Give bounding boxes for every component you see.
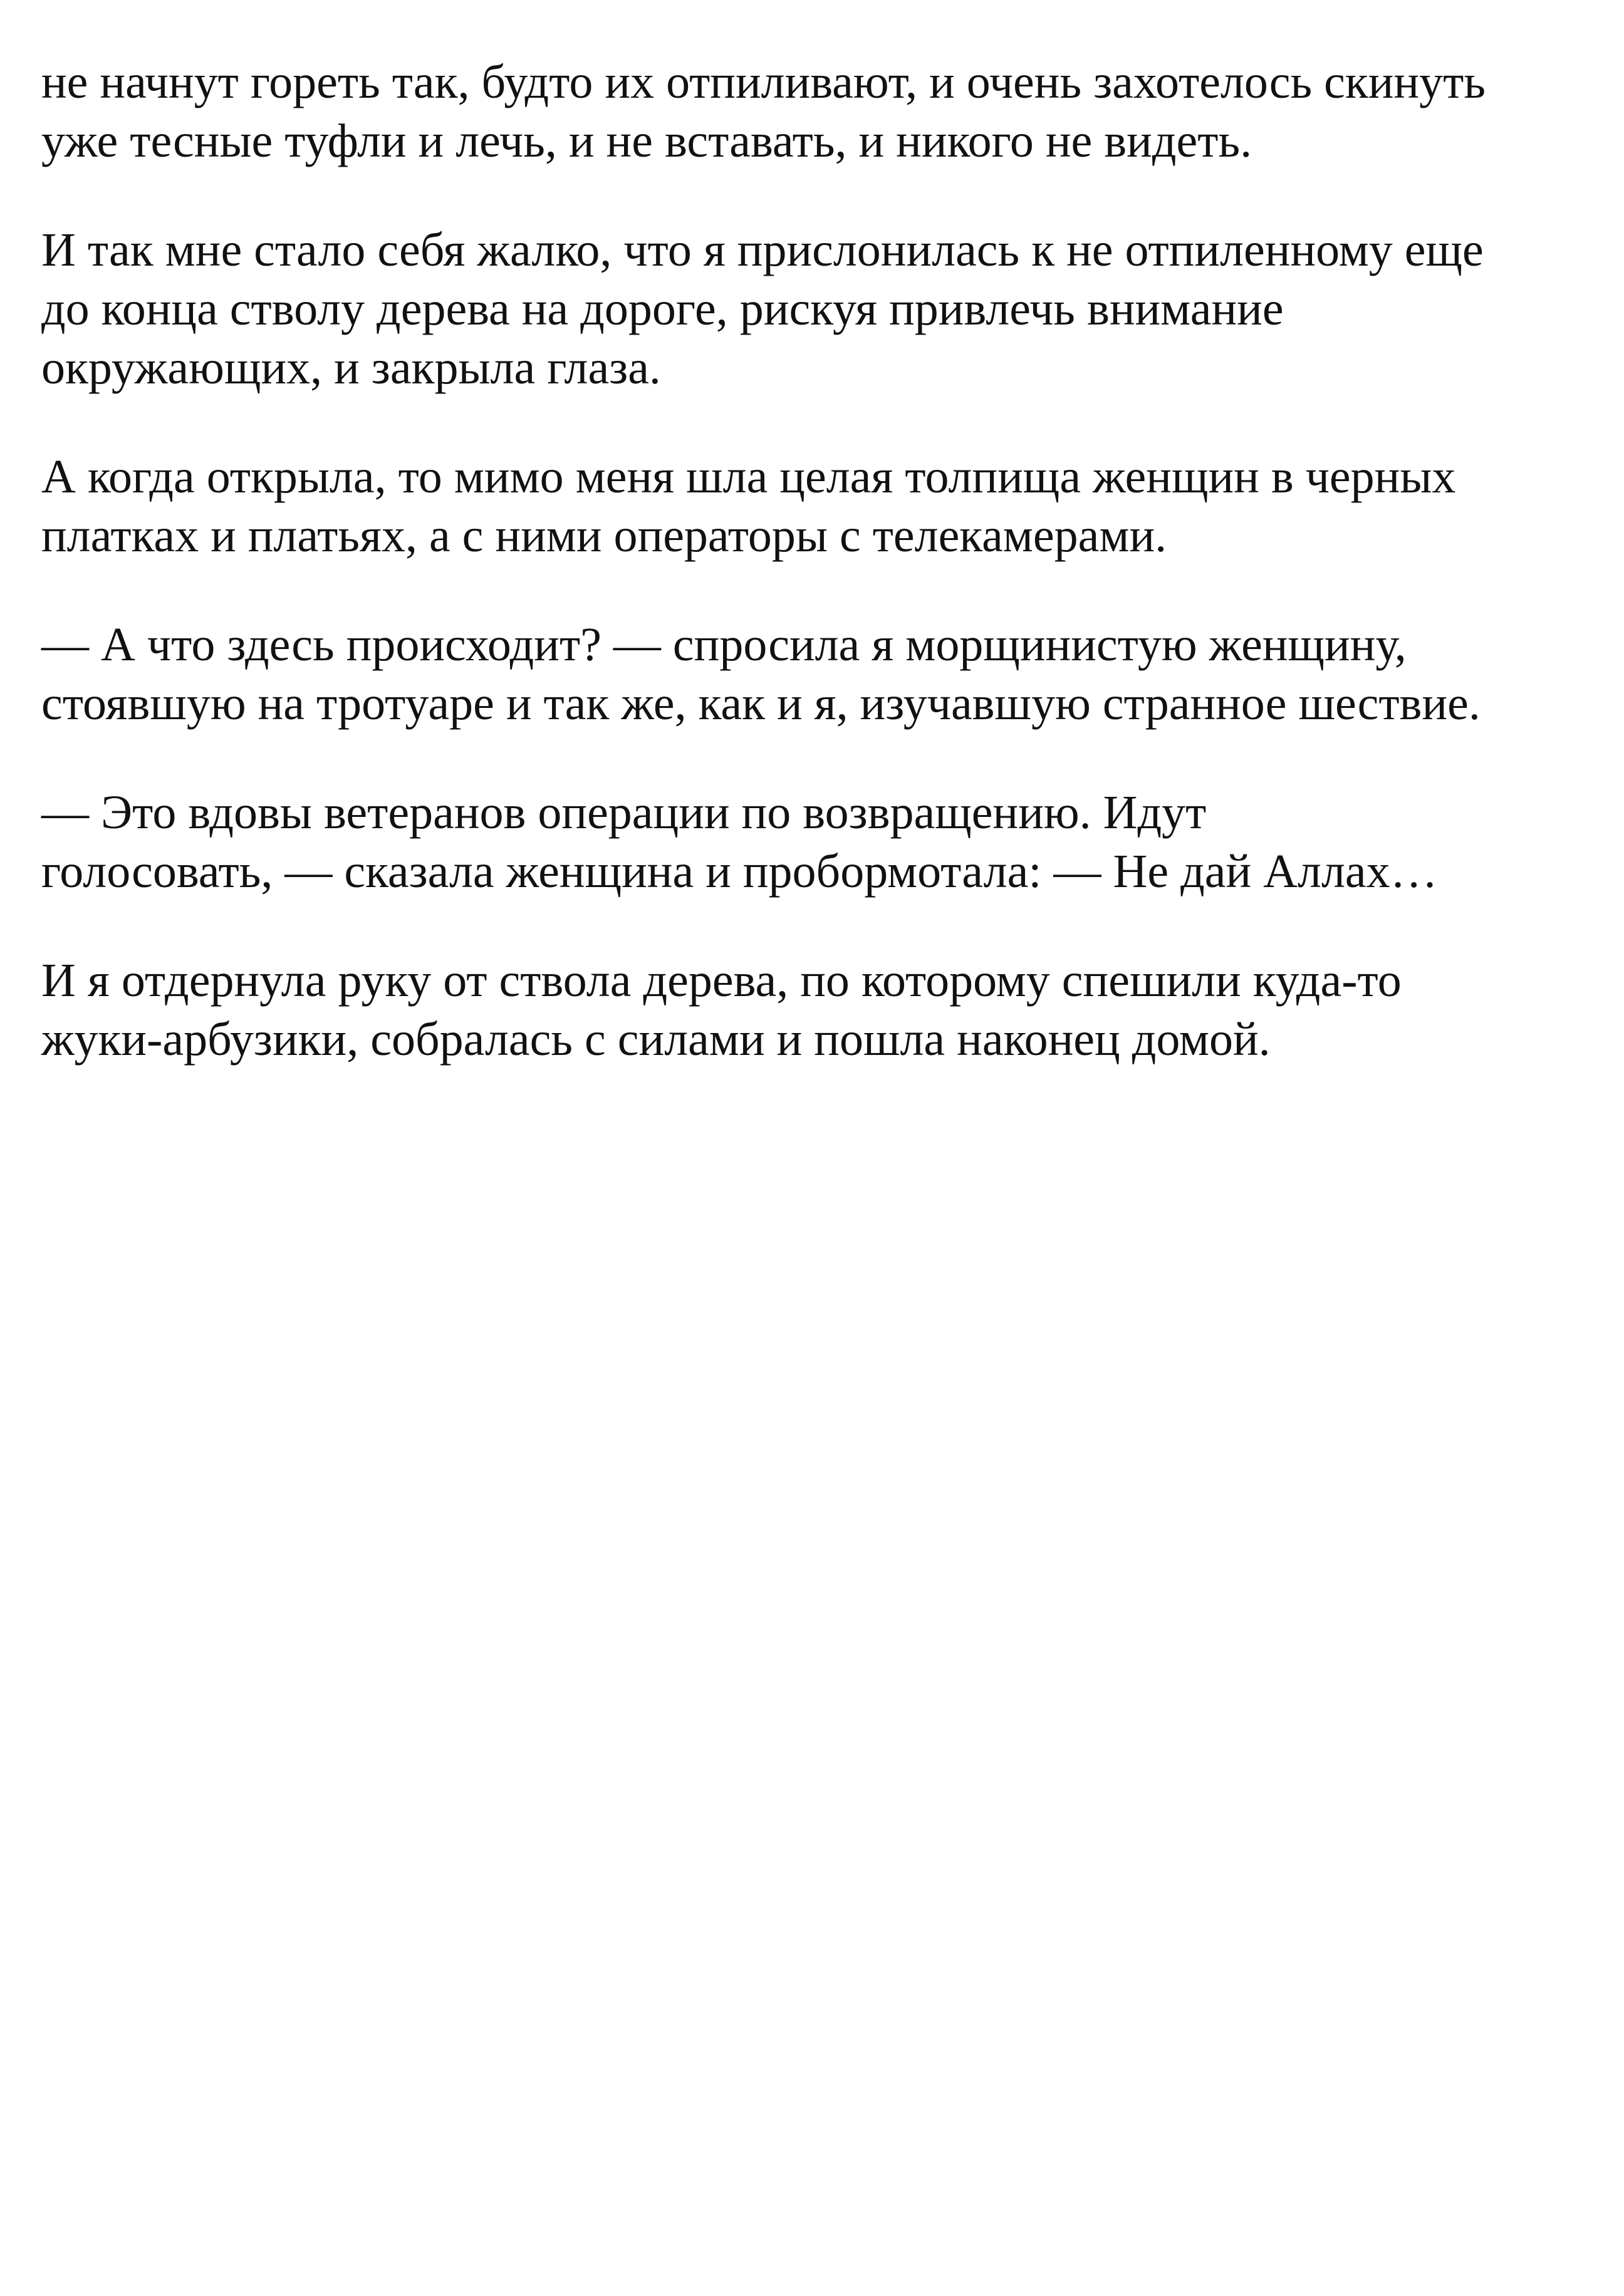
- text-line: уже тесные туфли и лечь, и не вставать, и никого не видеть.: [41, 115, 1252, 167]
- text-line: не начнут гореть так, будто их отпиливают, и очень захотелось скинуть: [41, 56, 1486, 108]
- text-line: И так мне стало себя жалко, что я прислонилась к не отпиленному еще: [41, 224, 1484, 276]
- text-line: голосовать, — сказала женщина и пробормотала: — Не дай Аллах…: [41, 845, 1438, 898]
- paragraph: [41, 221, 1595, 397]
- paragraph: [41, 447, 1595, 565]
- paragraph: [41, 783, 1595, 901]
- paragraph: [41, 53, 1595, 170]
- paragraph: [41, 615, 1595, 733]
- paragraph: [41, 951, 1595, 1069]
- text-line: стоявшую на тротуаре и так же, как и я, изучавшую странное шествие.: [41, 677, 1481, 730]
- text-line: И я отдернула руку от ствола дерева, по которому спешили куда-то: [41, 954, 1402, 1007]
- text-line: окружающих, и закрыла глаза.: [41, 341, 661, 394]
- text-line: жуки-арбузики, собралась с силами и пошла наконец домой.: [41, 1013, 1271, 1066]
- text-line: — Это вдовы ветеранов операции по возвращению. Идут: [41, 786, 1207, 839]
- text-line: А когда открыла, то мимо меня шла целая толпища женщин в черных: [41, 450, 1456, 503]
- text-line: — А что здесь происходит? — спросила я морщинистую женщину,: [41, 618, 1407, 671]
- body-text: [41, 53, 1595, 1119]
- text-line: до конца стволу дерева на дороге, рискуя привлечь внимание: [41, 283, 1284, 335]
- text-line: платках и платьях, а с ними операторы с телекамерами.: [41, 509, 1167, 562]
